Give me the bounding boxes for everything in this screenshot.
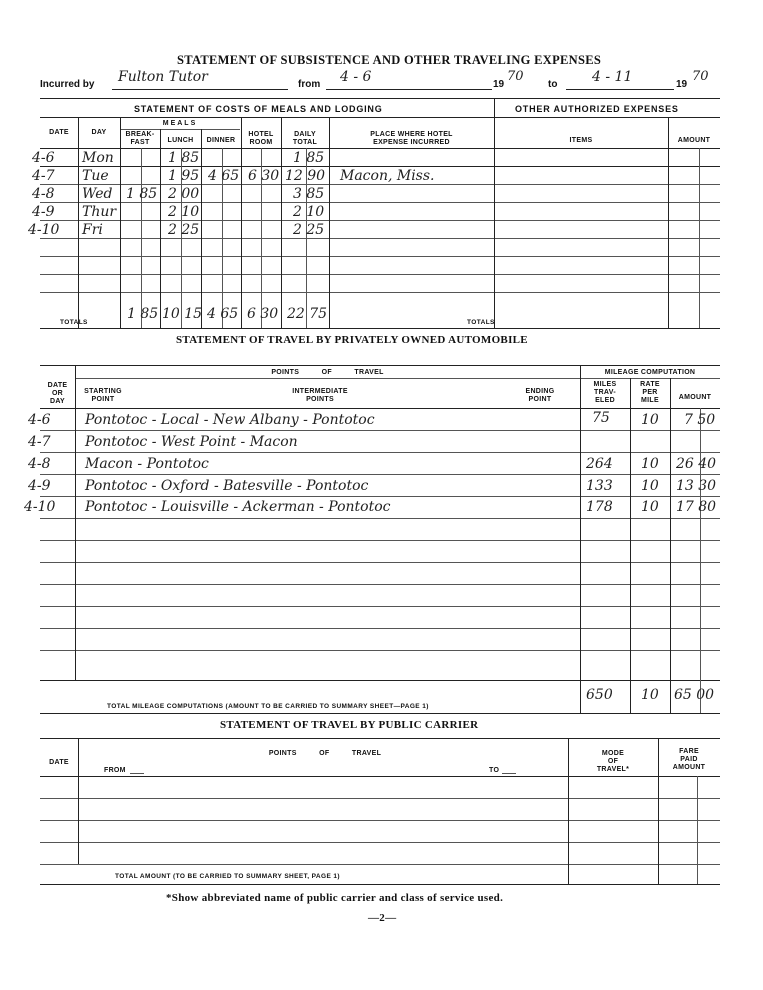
footnote: *Show abbreviated name of public carrier and class of service used.	[166, 892, 504, 904]
auto-row-rate[interactable]: 10	[641, 478, 659, 494]
meal-row-date[interactable]: 4-6	[32, 150, 55, 166]
auto-row-miles[interactable]: 75	[592, 410, 610, 426]
auto-row-route[interactable]: Pontotoc - West Point - Macon	[85, 434, 298, 450]
meal-row-dinner[interactable]: 4 65	[208, 168, 240, 184]
carrier-total-label: TOTAL AMOUNT (TO BE CARRIED TO SUMMARY SHEET, PAGE 1)	[115, 873, 341, 880]
year-value-2[interactable]: 70	[692, 69, 709, 84]
auto-row-miles[interactable]: 133	[586, 478, 613, 494]
form-title: STATEMENT OF SUBSISTENCE AND OTHER TRAVELING EXPENSES	[177, 53, 602, 67]
year-value-1[interactable]: 70	[507, 69, 524, 84]
auto-row-rate[interactable]: 10	[641, 499, 659, 515]
meal-row-date[interactable]: 4-10	[28, 222, 60, 238]
mileage-total-label: TOTAL MILEAGE COMPUTATIONS (AMOUNT TO BE CARRIED TO SUMMARY SHEET—PAGE 1)	[107, 703, 429, 710]
meal-row-total[interactable]: 12 90	[285, 168, 326, 184]
meal-row-total[interactable]: 1 85	[293, 150, 325, 166]
carrier-points-header: POINTS OF TRAVEL	[268, 750, 382, 757]
total-hotel[interactable]: 6 30	[247, 306, 279, 322]
meal-row-day[interactable]: Wed	[82, 186, 113, 202]
auto-points-header: POINTS OF TRAVEL	[271, 369, 384, 376]
total-breakfast[interactable]: 1 85	[127, 306, 159, 322]
meal-row-day[interactable]: Thur	[82, 204, 117, 220]
auto-row-rate[interactable]: 10	[641, 456, 659, 472]
meal-row-date[interactable]: 4-7	[32, 168, 55, 184]
auto-row-date[interactable]: 4-10	[24, 499, 56, 515]
col-lunch: LUNCH	[167, 137, 194, 144]
meal-row-date[interactable]: 4-8	[32, 186, 55, 202]
other-expenses-title: OTHER AUTHORIZED EXPENSES	[515, 104, 679, 114]
auto-row-route[interactable]: Pontotoc - Oxford - Batesville - Pontotoc	[85, 478, 369, 494]
total-dinner[interactable]: 4 65	[207, 306, 239, 322]
auto-row-rate[interactable]: 10	[641, 412, 659, 428]
auto-row-amount[interactable]: 13 30	[676, 478, 717, 494]
meal-row-breakfast[interactable]: 1 85	[126, 186, 158, 202]
meal-row-lunch[interactable]: 2 00	[168, 186, 200, 202]
carrier-col-from: FROM	[104, 767, 126, 774]
meal-row-day[interactable]: Fri	[82, 222, 103, 238]
auto-col-intermediate: INTERMEDIATE POINTS	[292, 388, 348, 403]
meals-group-header: MEALS	[162, 120, 198, 127]
carrier-col-to: TO	[489, 767, 500, 774]
meals-section-title: STATEMENT OF COSTS OF MEALS AND LODGING	[134, 104, 383, 114]
auto-row-amount[interactable]: 26 40	[676, 456, 717, 472]
auto-row-date[interactable]: 4-6	[28, 412, 51, 428]
incurred-by-label: Incurred by	[40, 79, 95, 90]
carrier-col-mode: MODE OF TRAVEL*	[596, 750, 630, 773]
year-prefix-2: 19	[676, 79, 688, 90]
col-breakfast: BREAK- FAST	[125, 131, 155, 146]
meal-row-place[interactable]: Macon, Miss.	[340, 168, 435, 184]
col-day: DAY	[91, 129, 107, 136]
auto-row-miles[interactable]: 178	[586, 499, 613, 515]
auto-row-route[interactable]: Macon - Pontotoc	[85, 456, 209, 472]
total-daily[interactable]: 22 75	[287, 306, 328, 322]
from-label: from	[298, 79, 321, 90]
incurred-by-value[interactable]: Fulton Tutor	[118, 69, 208, 85]
meal-row-hotel[interactable]: 6 30	[248, 168, 280, 184]
auto-row-date[interactable]: 4-7	[28, 434, 51, 450]
auto-col-ending: ENDING POINT	[525, 388, 555, 403]
auto-col-amount: AMOUNT	[678, 394, 712, 401]
meals-totals-label: TOTALS	[60, 319, 88, 326]
meal-row-total[interactable]: 2 10	[293, 204, 325, 220]
col-date: DATE	[49, 129, 69, 136]
auto-row-date[interactable]: 4-9	[28, 478, 51, 494]
auto-row-miles[interactable]: 264	[586, 456, 613, 472]
page-number: —2—	[368, 912, 397, 924]
meal-row-day[interactable]: Mon	[82, 150, 114, 166]
col-items: ITEMS	[569, 137, 593, 144]
meal-row-lunch[interactable]: 1 85	[168, 150, 200, 166]
year-prefix-1: 19	[493, 79, 505, 90]
from-date-value[interactable]: 4 - 6	[340, 69, 372, 85]
auto-row-date[interactable]: 4-8	[28, 456, 51, 472]
auto-row-amount[interactable]: 17 80	[676, 499, 717, 515]
auto-col-date: DATE OR DAY	[47, 382, 68, 405]
auto-col-miles: MILES TRAV- ELED	[593, 381, 617, 404]
auto-col-rate: RATE PER MILE	[640, 381, 660, 404]
carrier-col-fare: FARE PAID AMOUNT	[672, 748, 706, 771]
col-place: PLACE WHERE HOTEL EXPENSE INCURRED	[370, 131, 453, 146]
col-daily-total: DAILY TOTAL	[292, 131, 318, 146]
mileage-computation-header: MILEAGE COMPUTATION	[604, 369, 696, 376]
meal-row-total[interactable]: 3 85	[293, 186, 325, 202]
auto-row-route[interactable]: Pontotoc - Louisville - Ackerman - Pontotoc	[85, 499, 391, 515]
meal-row-total[interactable]: 2 25	[293, 222, 325, 238]
col-hotel-room: HOTEL ROOM	[248, 131, 274, 146]
to-label: to	[548, 79, 558, 90]
total-miles[interactable]: 650	[586, 687, 613, 703]
carrier-section-title: STATEMENT OF TRAVEL BY PUBLIC CARRIER	[220, 719, 479, 731]
auto-row-amount[interactable]: 7 50	[684, 412, 716, 428]
total-lunch[interactable]: 10 15	[162, 306, 203, 322]
meal-row-lunch[interactable]: 1 95	[168, 168, 200, 184]
total-mileage-amount[interactable]: 65 00	[674, 687, 715, 703]
carrier-col-date: DATE	[49, 759, 69, 766]
auto-section-title: STATEMENT OF TRAVEL BY PRIVATELY OWNED AUTOMOBILE	[176, 334, 528, 346]
auto-col-starting: STARTING POINT	[84, 388, 122, 403]
col-dinner: DINNER	[206, 137, 236, 144]
total-rate[interactable]: 10	[641, 687, 659, 703]
col-amount: AMOUNT	[677, 137, 711, 144]
auto-row-route[interactable]: Pontotoc - Local - New Albany - Pontotoc	[85, 412, 375, 428]
meal-row-lunch[interactable]: 2 10	[168, 204, 200, 220]
meal-row-lunch[interactable]: 2 25	[168, 222, 200, 238]
other-totals-label: TOTALS	[467, 319, 495, 326]
meal-row-day[interactable]: Tue	[82, 168, 109, 184]
to-date-value[interactable]: 4 - 11	[592, 69, 633, 85]
meal-row-date[interactable]: 4-9	[32, 204, 55, 220]
